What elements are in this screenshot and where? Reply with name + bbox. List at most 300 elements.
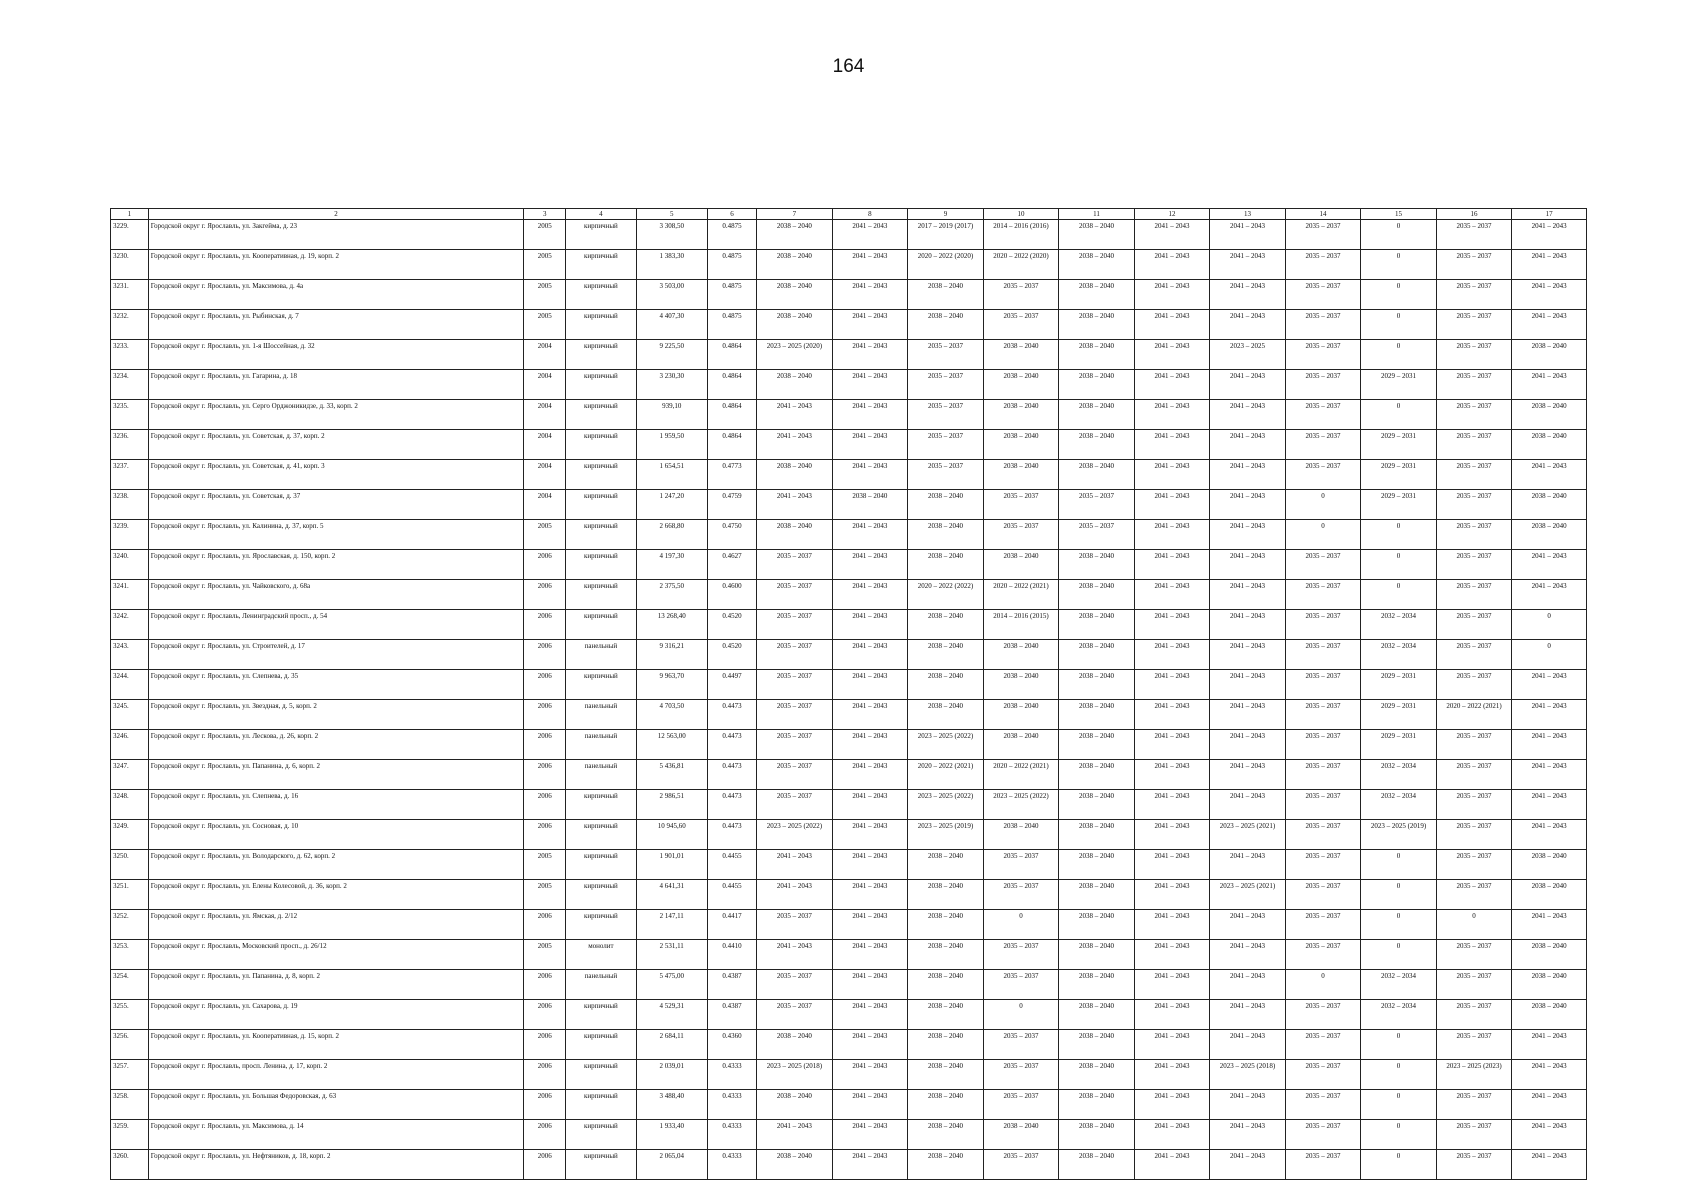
period-col-16: 2035 – 2037 xyxy=(1436,370,1512,400)
period-col-11: 2038 – 2040 xyxy=(1059,460,1135,490)
period-col-17: 2041 – 2043 xyxy=(1512,730,1587,760)
table-row xyxy=(111,850,1587,880)
period-col-15: 0 xyxy=(1361,550,1437,580)
period-col-16: 2035 – 2037 xyxy=(1436,580,1512,610)
period-col-11: 2038 – 2040 xyxy=(1059,1060,1135,1090)
period-col-16: 2035 – 2037 xyxy=(1436,1150,1512,1180)
row-number: 3236. xyxy=(111,430,149,460)
column-header-5: 5 xyxy=(636,209,707,220)
period-col-12: 2041 – 2043 xyxy=(1134,940,1210,970)
wear-coefficient: 0.4455 xyxy=(707,880,756,910)
period-col-10: 2035 – 2037 xyxy=(983,1090,1059,1120)
wall-material: монолит xyxy=(566,940,636,970)
period-col-11: 2038 – 2040 xyxy=(1059,880,1135,910)
year-built: 2005 xyxy=(524,520,566,550)
table-row xyxy=(111,640,1587,670)
total-area: 10 945,60 xyxy=(636,820,707,850)
row-number: 3243. xyxy=(111,640,149,670)
period-col-17: 2041 – 2043 xyxy=(1512,820,1587,850)
period-col-10: 2020 – 2022 (2021) xyxy=(983,760,1059,790)
year-built: 2006 xyxy=(524,970,566,1000)
wear-coefficient: 0.4875 xyxy=(707,250,756,280)
period-col-7: 2038 – 2040 xyxy=(757,280,833,310)
wall-material: панельный xyxy=(566,970,636,1000)
column-header-15: 15 xyxy=(1361,209,1437,220)
address: Городской округ г. Ярославль, ул. Ямская, д. 2/12 xyxy=(148,910,524,940)
period-col-15: 2032 – 2034 xyxy=(1361,790,1437,820)
period-col-7: 2038 – 2040 xyxy=(757,310,833,340)
address: Городской округ г. Ярославль, ул. Большая Федоровская, д. 63 xyxy=(148,1090,524,1120)
period-col-17: 0 xyxy=(1512,640,1587,670)
period-col-17: 2041 – 2043 xyxy=(1512,1150,1587,1180)
row-number: 3258. xyxy=(111,1090,149,1120)
address: Городской округ г. Ярославль, ул. Ярославская, д. 150, корп. 2 xyxy=(148,550,524,580)
year-built: 2006 xyxy=(524,730,566,760)
year-built: 2006 xyxy=(524,1000,566,1030)
period-col-8: 2041 – 2043 xyxy=(832,820,908,850)
row-number: 3249. xyxy=(111,820,149,850)
address: Городской округ г. Ярославль, ул. Максимова, д. 4а xyxy=(148,280,524,310)
wall-material: кирпичный xyxy=(566,790,636,820)
period-col-8: 2041 – 2043 xyxy=(832,880,908,910)
period-col-7: 2035 – 2037 xyxy=(757,910,833,940)
period-col-7: 2041 – 2043 xyxy=(757,850,833,880)
year-built: 2006 xyxy=(524,1030,566,1060)
period-col-11: 2038 – 2040 xyxy=(1059,730,1135,760)
period-col-10: 2020 – 2022 (2020) xyxy=(983,250,1059,280)
table-row xyxy=(111,400,1587,430)
period-col-15: 2032 – 2034 xyxy=(1361,610,1437,640)
period-col-17: 2041 – 2043 xyxy=(1512,280,1587,310)
period-col-17: 2038 – 2040 xyxy=(1512,490,1587,520)
period-col-17: 2041 – 2043 xyxy=(1512,790,1587,820)
wall-material: кирпичный xyxy=(566,910,636,940)
total-area: 9 225,50 xyxy=(636,340,707,370)
period-col-7: 2035 – 2037 xyxy=(757,640,833,670)
period-col-10: 2035 – 2037 xyxy=(983,1030,1059,1060)
column-header-16: 16 xyxy=(1436,209,1512,220)
period-col-7: 2041 – 2043 xyxy=(757,490,833,520)
wall-material: кирпичный xyxy=(566,820,636,850)
row-number: 3257. xyxy=(111,1060,149,1090)
period-col-15: 2032 – 2034 xyxy=(1361,970,1437,1000)
period-col-16: 2035 – 2037 xyxy=(1436,1090,1512,1120)
period-col-12: 2041 – 2043 xyxy=(1134,1090,1210,1120)
period-col-13: 2041 – 2043 xyxy=(1210,1120,1286,1150)
period-col-9: 2038 – 2040 xyxy=(908,520,984,550)
period-col-16: 2035 – 2037 xyxy=(1436,490,1512,520)
row-number: 3240. xyxy=(111,550,149,580)
period-col-17: 2038 – 2040 xyxy=(1512,850,1587,880)
column-header-9: 9 xyxy=(908,209,984,220)
wall-material: кирпичный xyxy=(566,310,636,340)
period-col-7: 2035 – 2037 xyxy=(757,730,833,760)
address: Городской округ г. Ярославль, ул. Чайковского, д. 68а xyxy=(148,580,524,610)
address: Городской округ г. Ярославль, Ленинградский просп., д. 54 xyxy=(148,610,524,640)
period-col-8: 2041 – 2043 xyxy=(832,790,908,820)
total-area: 4 641,31 xyxy=(636,880,707,910)
address: Городской округ г. Ярославль, Московский просп., д. 26/12 xyxy=(148,940,524,970)
year-built: 2006 xyxy=(524,1150,566,1180)
period-col-7: 2038 – 2040 xyxy=(757,370,833,400)
period-col-11: 2038 – 2040 xyxy=(1059,370,1135,400)
period-col-15: 2029 – 2031 xyxy=(1361,730,1437,760)
column-header-14: 14 xyxy=(1285,209,1361,220)
period-col-14: 2035 – 2037 xyxy=(1285,1150,1361,1180)
period-col-11: 2038 – 2040 xyxy=(1059,850,1135,880)
period-col-7: 2038 – 2040 xyxy=(757,460,833,490)
period-col-7: 2023 – 2025 (2018) xyxy=(757,1060,833,1090)
year-built: 2006 xyxy=(524,580,566,610)
period-col-8: 2041 – 2043 xyxy=(832,280,908,310)
period-col-15: 0 xyxy=(1361,220,1437,250)
address: Городской округ г. Ярославль, ул. Кооперативная, д. 19, корп. 2 xyxy=(148,250,524,280)
total-area: 2 684,11 xyxy=(636,1030,707,1060)
period-col-10: 2038 – 2040 xyxy=(983,400,1059,430)
column-header-4: 4 xyxy=(566,209,636,220)
address: Городской округ г. Ярославль, ул. Звездная, д. 5, корп. 2 xyxy=(148,700,524,730)
period-col-15: 0 xyxy=(1361,1030,1437,1060)
wear-coefficient: 0.4473 xyxy=(707,790,756,820)
wall-material: кирпичный xyxy=(566,1060,636,1090)
period-col-10: 2038 – 2040 xyxy=(983,550,1059,580)
period-col-14: 2035 – 2037 xyxy=(1285,280,1361,310)
period-col-16: 2035 – 2037 xyxy=(1436,1000,1512,1030)
period-col-15: 2023 – 2025 (2019) xyxy=(1361,820,1437,850)
year-built: 2006 xyxy=(524,700,566,730)
period-col-14: 2035 – 2037 xyxy=(1285,940,1361,970)
period-col-10: 2020 – 2022 (2021) xyxy=(983,580,1059,610)
period-col-12: 2041 – 2043 xyxy=(1134,430,1210,460)
period-col-16: 2035 – 2037 xyxy=(1436,250,1512,280)
period-col-12: 2041 – 2043 xyxy=(1134,970,1210,1000)
period-col-13: 2041 – 2043 xyxy=(1210,220,1286,250)
table-row xyxy=(111,550,1587,580)
period-col-17: 2041 – 2043 xyxy=(1512,220,1587,250)
period-col-13: 2041 – 2043 xyxy=(1210,700,1286,730)
period-col-13: 2041 – 2043 xyxy=(1210,250,1286,280)
period-col-13: 2041 – 2043 xyxy=(1210,910,1286,940)
table-row xyxy=(111,250,1587,280)
period-col-17: 2041 – 2043 xyxy=(1512,1090,1587,1120)
period-col-14: 2035 – 2037 xyxy=(1285,790,1361,820)
table-row xyxy=(111,1120,1587,1150)
address: Городской округ г. Ярославль, ул. Сахарова, д. 19 xyxy=(148,1000,524,1030)
table-row xyxy=(111,340,1587,370)
period-col-12: 2041 – 2043 xyxy=(1134,1120,1210,1150)
total-area: 1 247,20 xyxy=(636,490,707,520)
period-col-12: 2041 – 2043 xyxy=(1134,1030,1210,1060)
total-area: 2 147,11 xyxy=(636,910,707,940)
period-col-17: 2041 – 2043 xyxy=(1512,1120,1587,1150)
period-col-16: 2035 – 2037 xyxy=(1436,760,1512,790)
period-col-9: 2038 – 2040 xyxy=(908,550,984,580)
period-col-10: 2035 – 2037 xyxy=(983,1150,1059,1180)
address: Городской округ г. Ярославль, ул. 1-я Шоссейная, д. 32 xyxy=(148,340,524,370)
row-number: 3256. xyxy=(111,1030,149,1060)
period-col-16: 2035 – 2037 xyxy=(1436,280,1512,310)
row-number: 3251. xyxy=(111,880,149,910)
wear-coefficient: 0.4864 xyxy=(707,430,756,460)
period-col-14: 2035 – 2037 xyxy=(1285,370,1361,400)
period-col-17: 2038 – 2040 xyxy=(1512,430,1587,460)
row-number: 3235. xyxy=(111,400,149,430)
row-number: 3246. xyxy=(111,730,149,760)
period-col-15: 0 xyxy=(1361,520,1437,550)
wear-coefficient: 0.4520 xyxy=(707,610,756,640)
period-col-9: 2035 – 2037 xyxy=(908,370,984,400)
period-col-13: 2041 – 2043 xyxy=(1210,580,1286,610)
period-col-8: 2041 – 2043 xyxy=(832,220,908,250)
table-row xyxy=(111,970,1587,1000)
year-built: 2004 xyxy=(524,400,566,430)
period-col-14: 0 xyxy=(1285,490,1361,520)
year-built: 2005 xyxy=(524,250,566,280)
period-col-9: 2038 – 2040 xyxy=(908,670,984,700)
table-row xyxy=(111,790,1587,820)
period-col-11: 2038 – 2040 xyxy=(1059,700,1135,730)
period-col-8: 2041 – 2043 xyxy=(832,1120,908,1150)
period-col-9: 2038 – 2040 xyxy=(908,850,984,880)
total-area: 9 316,21 xyxy=(636,640,707,670)
period-col-9: 2038 – 2040 xyxy=(908,970,984,1000)
row-number: 3245. xyxy=(111,700,149,730)
row-number: 3247. xyxy=(111,760,149,790)
period-col-14: 2035 – 2037 xyxy=(1285,1120,1361,1150)
period-col-16: 2035 – 2037 xyxy=(1436,940,1512,970)
period-col-8: 2041 – 2043 xyxy=(832,580,908,610)
period-col-12: 2041 – 2043 xyxy=(1134,610,1210,640)
period-col-15: 2029 – 2031 xyxy=(1361,700,1437,730)
period-col-16: 2035 – 2037 xyxy=(1436,400,1512,430)
period-col-16: 2035 – 2037 xyxy=(1436,730,1512,760)
period-col-14: 2035 – 2037 xyxy=(1285,460,1361,490)
period-col-17: 2038 – 2040 xyxy=(1512,940,1587,970)
period-col-10: 0 xyxy=(983,1000,1059,1030)
period-col-8: 2041 – 2043 xyxy=(832,1000,908,1030)
period-col-7: 2023 – 2025 (2022) xyxy=(757,820,833,850)
period-col-9: 2038 – 2040 xyxy=(908,1090,984,1120)
period-col-11: 2038 – 2040 xyxy=(1059,220,1135,250)
period-col-12: 2041 – 2043 xyxy=(1134,550,1210,580)
wall-material: кирпичный xyxy=(566,220,636,250)
period-col-7: 2035 – 2037 xyxy=(757,610,833,640)
wear-coefficient: 0.4360 xyxy=(707,1030,756,1060)
period-col-14: 2035 – 2037 xyxy=(1285,340,1361,370)
row-number: 3237. xyxy=(111,460,149,490)
period-col-12: 2041 – 2043 xyxy=(1134,850,1210,880)
table-row xyxy=(111,1150,1587,1180)
period-col-9: 2020 – 2022 (2022) xyxy=(908,580,984,610)
period-col-12: 2041 – 2043 xyxy=(1134,1150,1210,1180)
period-col-16: 2035 – 2037 xyxy=(1436,1030,1512,1060)
period-col-16: 0 xyxy=(1436,910,1512,940)
total-area: 3 308,50 xyxy=(636,220,707,250)
wear-coefficient: 0.4473 xyxy=(707,730,756,760)
wall-material: кирпичный xyxy=(566,880,636,910)
total-area: 3 230,30 xyxy=(636,370,707,400)
period-col-9: 2038 – 2040 xyxy=(908,1000,984,1030)
address: Городской округ г. Ярославль, ул. Серго Орджоникидзе, д. 33, корп. 2 xyxy=(148,400,524,430)
period-col-17: 0 xyxy=(1512,610,1587,640)
period-col-15: 0 xyxy=(1361,940,1437,970)
period-col-7: 2035 – 2037 xyxy=(757,760,833,790)
period-col-17: 2041 – 2043 xyxy=(1512,310,1587,340)
period-col-17: 2038 – 2040 xyxy=(1512,340,1587,370)
column-header-13: 13 xyxy=(1210,209,1286,220)
wear-coefficient: 0.4864 xyxy=(707,370,756,400)
period-col-10: 2035 – 2037 xyxy=(983,970,1059,1000)
period-col-12: 2041 – 2043 xyxy=(1134,640,1210,670)
period-col-13: 2041 – 2043 xyxy=(1210,1030,1286,1060)
period-col-11: 2038 – 2040 xyxy=(1059,1150,1135,1180)
period-col-17: 2041 – 2043 xyxy=(1512,670,1587,700)
period-col-9: 2038 – 2040 xyxy=(908,940,984,970)
address: Городской округ г. Ярославль, ул. Закгейма, д. 23 xyxy=(148,220,524,250)
period-col-8: 2041 – 2043 xyxy=(832,910,908,940)
period-col-8: 2041 – 2043 xyxy=(832,1030,908,1060)
period-col-9: 2017 – 2019 (2017) xyxy=(908,220,984,250)
period-col-8: 2041 – 2043 xyxy=(832,640,908,670)
column-header-1: 1 xyxy=(111,209,149,220)
row-number: 3234. xyxy=(111,370,149,400)
row-number: 3241. xyxy=(111,580,149,610)
period-col-10: 2035 – 2037 xyxy=(983,310,1059,340)
wall-material: кирпичный xyxy=(566,490,636,520)
wear-coefficient: 0.4387 xyxy=(707,970,756,1000)
period-col-17: 2041 – 2043 xyxy=(1512,1030,1587,1060)
period-col-14: 2035 – 2037 xyxy=(1285,400,1361,430)
period-col-15: 0 xyxy=(1361,880,1437,910)
total-area: 2 065,04 xyxy=(636,1150,707,1180)
column-header-3: 3 xyxy=(524,209,566,220)
table-row xyxy=(111,460,1587,490)
period-col-12: 2041 – 2043 xyxy=(1134,520,1210,550)
year-built: 2005 xyxy=(524,850,566,880)
period-col-8: 2041 – 2043 xyxy=(832,520,908,550)
wall-material: кирпичный xyxy=(566,610,636,640)
period-col-7: 2035 – 2037 xyxy=(757,790,833,820)
period-col-12: 2041 – 2043 xyxy=(1134,310,1210,340)
period-col-12: 2041 – 2043 xyxy=(1134,760,1210,790)
period-col-15: 0 xyxy=(1361,910,1437,940)
period-col-9: 2038 – 2040 xyxy=(908,310,984,340)
period-col-12: 2041 – 2043 xyxy=(1134,400,1210,430)
total-area: 9 963,70 xyxy=(636,670,707,700)
wear-coefficient: 0.4773 xyxy=(707,460,756,490)
wear-coefficient: 0.4387 xyxy=(707,1000,756,1030)
period-col-9: 2038 – 2040 xyxy=(908,1120,984,1150)
row-number: 3233. xyxy=(111,340,149,370)
address: Городской округ г. Ярославль, ул. Слепнева, д. 16 xyxy=(148,790,524,820)
wear-coefficient: 0.4864 xyxy=(707,340,756,370)
period-col-15: 0 xyxy=(1361,1120,1437,1150)
period-col-11: 2035 – 2037 xyxy=(1059,520,1135,550)
table-row xyxy=(111,580,1587,610)
wall-material: кирпичный xyxy=(566,1090,636,1120)
period-col-13: 2041 – 2043 xyxy=(1210,790,1286,820)
period-col-13: 2041 – 2043 xyxy=(1210,520,1286,550)
wall-material: панельный xyxy=(566,700,636,730)
period-col-11: 2038 – 2040 xyxy=(1059,640,1135,670)
wall-material: кирпичный xyxy=(566,550,636,580)
period-col-17: 2041 – 2043 xyxy=(1512,370,1587,400)
period-col-13: 2041 – 2043 xyxy=(1210,970,1286,1000)
period-col-15: 2029 – 2031 xyxy=(1361,460,1437,490)
row-number: 3232. xyxy=(111,310,149,340)
period-col-13: 2023 – 2025 (2018) xyxy=(1210,1060,1286,1090)
period-col-7: 2035 – 2037 xyxy=(757,550,833,580)
year-built: 2004 xyxy=(524,460,566,490)
period-col-13: 2041 – 2043 xyxy=(1210,940,1286,970)
period-col-15: 0 xyxy=(1361,340,1437,370)
period-col-7: 2041 – 2043 xyxy=(757,880,833,910)
period-col-10: 2035 – 2037 xyxy=(983,520,1059,550)
period-col-9: 2035 – 2037 xyxy=(908,460,984,490)
year-built: 2005 xyxy=(524,220,566,250)
period-col-8: 2041 – 2043 xyxy=(832,310,908,340)
period-col-14: 2035 – 2037 xyxy=(1285,820,1361,850)
period-col-15: 2032 – 2034 xyxy=(1361,640,1437,670)
table-row xyxy=(111,880,1587,910)
period-col-17: 2038 – 2040 xyxy=(1512,970,1587,1000)
address: Городской округ г. Ярославль, ул. Сосновая, д. 10 xyxy=(148,820,524,850)
period-col-8: 2041 – 2043 xyxy=(832,460,908,490)
wall-material: кирпичный xyxy=(566,520,636,550)
address: Городской округ г. Ярославль, ул. Калинина, д. 37, корп. 5 xyxy=(148,520,524,550)
period-col-7: 2038 – 2040 xyxy=(757,250,833,280)
period-col-7: 2023 – 2025 (2020) xyxy=(757,340,833,370)
wear-coefficient: 0.4333 xyxy=(707,1090,756,1120)
year-built: 2006 xyxy=(524,610,566,640)
period-col-16: 2035 – 2037 xyxy=(1436,820,1512,850)
period-col-13: 2041 – 2043 xyxy=(1210,490,1286,520)
year-built: 2006 xyxy=(524,640,566,670)
wear-coefficient: 0.4473 xyxy=(707,700,756,730)
total-area: 4 197,30 xyxy=(636,550,707,580)
period-col-14: 2035 – 2037 xyxy=(1285,250,1361,280)
period-col-12: 2041 – 2043 xyxy=(1134,580,1210,610)
period-col-14: 2035 – 2037 xyxy=(1285,1030,1361,1060)
column-header-6: 6 xyxy=(707,209,756,220)
period-col-9: 2035 – 2037 xyxy=(908,340,984,370)
total-area: 5 436,81 xyxy=(636,760,707,790)
period-col-13: 2041 – 2043 xyxy=(1210,370,1286,400)
row-number: 3242. xyxy=(111,610,149,640)
row-number: 3230. xyxy=(111,250,149,280)
period-col-12: 2041 – 2043 xyxy=(1134,280,1210,310)
period-col-13: 2041 – 2043 xyxy=(1210,730,1286,760)
period-col-17: 2038 – 2040 xyxy=(1512,520,1587,550)
period-col-7: 2038 – 2040 xyxy=(757,220,833,250)
wear-coefficient: 0.4750 xyxy=(707,520,756,550)
period-col-14: 2035 – 2037 xyxy=(1285,640,1361,670)
period-col-15: 0 xyxy=(1361,280,1437,310)
wear-coefficient: 0.4759 xyxy=(707,490,756,520)
period-col-10: 2014 – 2016 (2015) xyxy=(983,610,1059,640)
period-col-15: 0 xyxy=(1361,1090,1437,1120)
period-col-14: 2035 – 2037 xyxy=(1285,760,1361,790)
year-built: 2006 xyxy=(524,1090,566,1120)
period-col-11: 2038 – 2040 xyxy=(1059,610,1135,640)
period-col-13: 2041 – 2043 xyxy=(1210,280,1286,310)
period-col-15: 0 xyxy=(1361,580,1437,610)
period-col-15: 0 xyxy=(1361,1060,1437,1090)
period-col-9: 2038 – 2040 xyxy=(908,490,984,520)
total-area: 5 475,00 xyxy=(636,970,707,1000)
period-col-15: 2032 – 2034 xyxy=(1361,760,1437,790)
period-col-7: 2038 – 2040 xyxy=(757,520,833,550)
